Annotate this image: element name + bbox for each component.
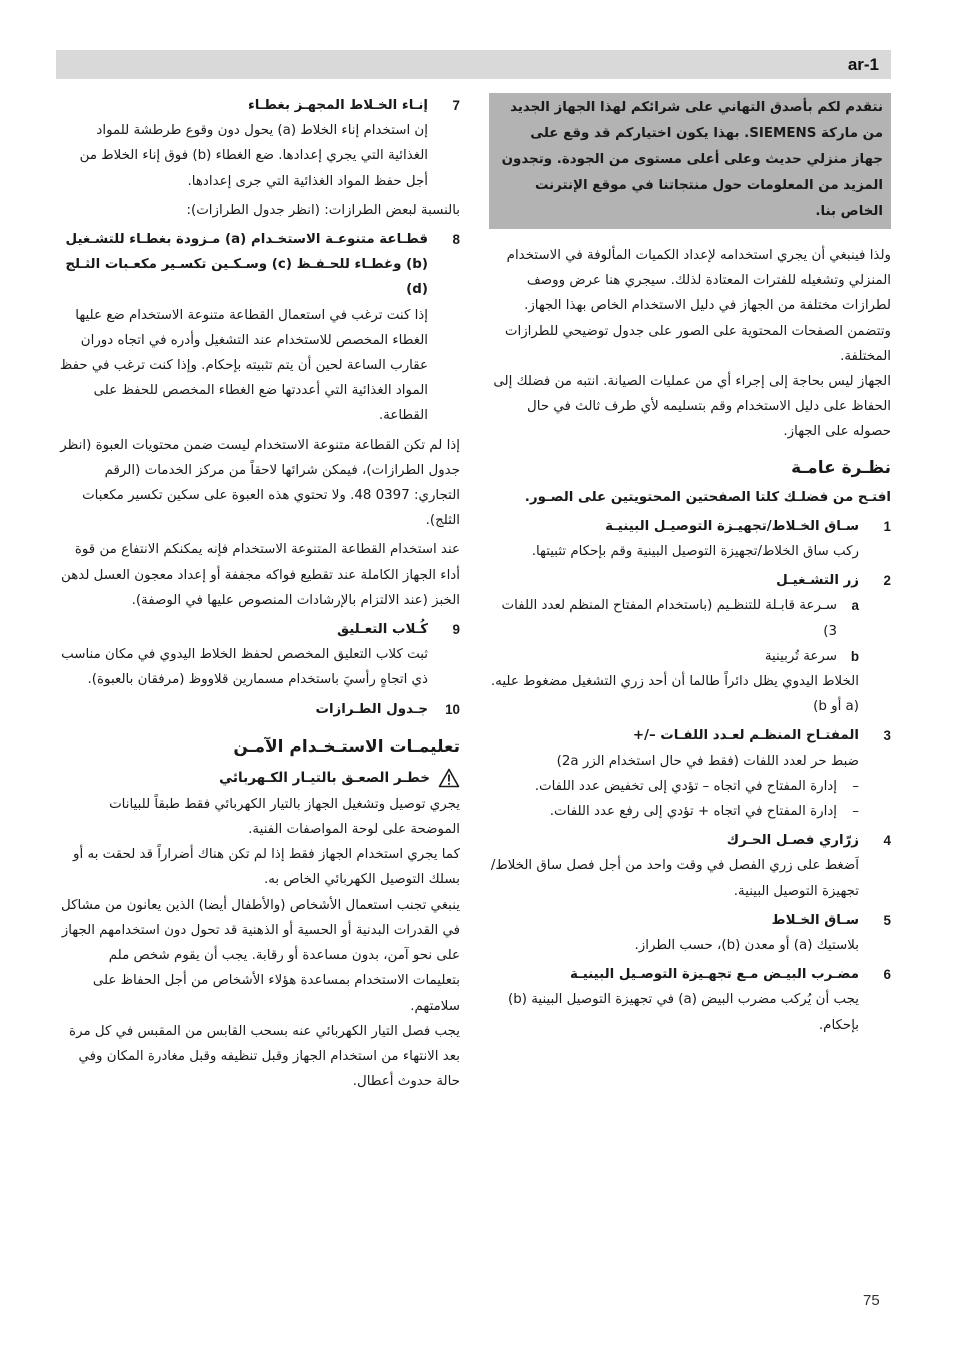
item-text: بلاستيك (a) أو معدن (b)، حسب الطراز. <box>634 938 859 954</box>
item-text: إن استخدام إناء الخلاط (a) يحول دون وقوع طرطشة للمواد الغذائية التي يجري إعدادها. ضع الغطاء (b) فوق إناء الخلاط من أجل حفظ المواد الغذائية التي جرى إعدادها. <box>79 123 428 189</box>
overview-note: افتـح من فضلـك كلتا الصفحتين المحتويتين على الصـور. <box>524 489 891 505</box>
list-item <box>59 227 460 429</box>
safety-paragraph: يجب فصل التيار الكهربائي عنه بسحب القابس من المقبس في كل مرة بعد الانتهاء من استخدام الجهاز وقبل تنظيفه وقبل مغادرة المكان وفي حالة حدوث أعطال. <box>69 1023 460 1090</box>
list-item <box>489 828 891 904</box>
item-number: 9 <box>452 622 460 638</box>
item-number: 8 <box>452 232 460 248</box>
item-number: 10 <box>445 701 460 717</box>
sub-item-letter: a <box>851 598 859 614</box>
paragraph: عند استخدام القطاعة المتنوعة الاستخدام فإنه يمكنكم الانتفاع من قوة أداء الجهاز الكاملة عند تقطيع فواكه مجففة أو إعداد معجون العسل لدهن الخبز (عند الالتزام بالإرشادات المنصوص عليها في الوصفة). <box>61 542 460 608</box>
safety-paragraph: ينبغي تجنب استعمال الأشخاص (والأطفال أيضا) الذين يعانون من مشاكل في القدرات البدنية أو الحسية أو الذهنية قد تحول دون استخدامهم الجهاز على نحو آمن، بدون مساعدة أو رقابة. يجب أن يقوم شخص ملم بتعليمات الاستخدام بمساعدة هؤلاء الأشخاص من أجل الحفاظ على سلامتهم. <box>60 897 460 1014</box>
item-number: 1 <box>883 518 891 534</box>
left-column <box>59 93 460 1094</box>
intro-paragraph: الجهاز ليس بحاجة إلى إجراء أي من عمليات الصيانة. انتبه من فضلك إلى الحفاظ على دليل الاستخدام وقم بتسليمه لأي طرف ثالث في حال حصوله على الجهاز. <box>493 374 891 440</box>
models-note: بالنسبة لبعض الطرازات: (انظر جدول الطرازات): <box>186 202 460 218</box>
item-text: ركب ساق الخلاط/تجهيزة التوصيل البينية وقم بإحكام تثبيتها. <box>531 544 859 560</box>
item-number: 2 <box>883 573 891 589</box>
right-column <box>489 93 891 1038</box>
list-item <box>489 723 891 824</box>
sub-item <box>489 593 859 643</box>
list-item <box>489 908 891 958</box>
overview-title: نظـرة عامـة <box>791 457 891 478</box>
sub-item-text: سرعة تُربينية <box>764 648 837 664</box>
dash-bullet <box>489 799 859 824</box>
item-number: 4 <box>883 833 891 849</box>
item-number: 6 <box>883 967 891 983</box>
item-note: الخلاط اليدوي يظل دائراً طالما أن أحد زري التشغيل مضغوط عليه. (a أو b) <box>490 674 859 715</box>
list-item <box>59 93 460 194</box>
intro-box: نتقدم لكم بأصدق التهاني على شرائكم لهذا الجهاز الجديد من ماركة SIEMENS. بهذا يكون اختياركم قد وقع على جهاز منزلي حديث وعلى أعلى مستوى من الجودة. وتجدون المزيد من المعلومات حول منتجاتنا في موقع الإنترنت الخاص بنا. <box>489 93 891 229</box>
list-item <box>489 962 891 1038</box>
list-item <box>59 697 460 722</box>
item-number: 5 <box>883 912 891 928</box>
page-header-bar <box>56 50 891 79</box>
item-number: 3 <box>883 728 891 744</box>
item-text: يجب أن يُركب مضرب البيض (a) في تجهيزة التوصيل البينية (b) بإحكام. <box>508 992 859 1033</box>
page-label: ar-1 <box>847 54 879 74</box>
sub-item-letter: b <box>850 648 859 664</box>
paragraph: إذا لم تكن القطاعة متنوعة الاستخدام ليست ضمن محتويات العبوة (انظر جدول الطرازات)، فيمكن شرائها لاحقاً من مركز الخدمات (الرقم التجاري: 0397 48. ولا تحتوي هذه العبوة على سكين تكسير مكعبات الثلج). <box>60 437 460 529</box>
item-title: زر التشـغيـل <box>776 573 859 589</box>
list-item <box>489 514 891 564</box>
item-title: جـدول الطـرازات <box>315 701 428 717</box>
sub-item-text: سـرعة قابـلة للتنظـيم (باستخدام المفتاح المنظم لعدد اللفات 3) <box>501 598 837 639</box>
item-title: سـاق الخـلاط/تجهيـزة التوصيـل البينيـة <box>605 518 859 534</box>
bullet-text: إدارة المفتاح في اتجاه – تؤدي إلى تخفيض عدد اللفات. <box>534 778 837 794</box>
list-item <box>489 568 891 719</box>
item-title: زرّاري فصـل الحـرك <box>726 833 859 849</box>
item-number: 7 <box>452 98 460 113</box>
intro-paragraph: وتتضمن الصفحات المحتوية على الصور على جدول توضيحي للطرازات المختلفة. <box>504 323 891 364</box>
item-title: كُـلاب التعـليق <box>337 622 428 638</box>
item-title: قطـاعة متنوعـة الاستخـدام (a) مـزودة بغطـاء للتشـغيل (b) وغطـاء للحـفـظ (c) وسـكـين تكسـير مكعـبات الثـلج (d) <box>65 232 428 298</box>
page-number: 75 <box>863 1292 880 1309</box>
bullet-text: إدارة المفتاح في اتجاه + تؤدي إلى رفع عدد اللفات. <box>549 804 837 820</box>
item-title: مضـرب البيـض مـع تجهـيزة التوصـيل البينيـة <box>570 967 859 983</box>
warning-title: خطـر الصعـق بالتيـار الكـهربائي <box>219 769 430 786</box>
item-title: إنـاء الخـلاط المجهـز بغطـاء <box>247 98 428 113</box>
warning-triangle-icon <box>438 768 460 788</box>
item-text: ضبط حر لعدد اللفات (فقط في حال استخدام الزر 2a) <box>556 753 859 769</box>
item-title: سـاق الخـلاط <box>771 912 859 928</box>
sub-item <box>489 644 859 669</box>
item-title: المفتـاح المنظـم لعـدد اللفـات –/+ <box>632 728 859 744</box>
warning-heading <box>59 764 460 792</box>
dash-mark: – <box>852 778 859 794</box>
dash-bullet <box>489 774 859 799</box>
list-item <box>59 617 460 693</box>
safety-paragraph: كما يجري استخدام الجهاز فقط إذا لم تكن هناك أضراراً قد لحقت به أو بسلك التوصيل الكهربائي الخاص به. <box>73 847 460 888</box>
dash-mark: – <box>852 804 859 820</box>
item-text: اَضغط على زري الفصل في وقت واحد من أجل فصل ساق الخلاط/تجهيزة التوصيل البينية. <box>490 858 859 899</box>
intro-paragraph: ولذا فينبغي أن يجري استخدامه لإعداد الكميات المألوفة في الاستخدام المنزلي وتشغيله للفترات المعتادة لذلك. سيجري هنا عرض ووصف لطرازات مختلفة من الجهاز في دليل الاستخدام الخاص بهذا الجهاز. <box>506 248 891 314</box>
safety-paragraph: يجري توصيل وتشغيل الجهاز بالتيار الكهربائي فقط طبقاً للبيانات الموضحة على لوحة المواصفات الفنية. <box>109 796 460 838</box>
safety-title: تعليمـات الاستـخـدام الآمـن <box>233 736 460 757</box>
item-text: إذا كنت ترغب في استعمال القطاعة متنوعة الاستخدام ضع عليها الغطاء المخصص للاستخدام عند التشغيل وأدره في اتجاه دوران عقارب الساعة لحين أن يتم تثبيته بإحكام. وإذا كنت ترغب في حفظ المواد الغذائية التي أعددتها ضع الغطاء المخصص للحفظ على القطاعة. <box>59 307 428 424</box>
item-text: ثبت كلاب التعليق المخصص لحفظ الخلاط اليدوي في مكان مناسب ذي اتجاهٍ رأسيَ باستخدام مسمارين قلاووظ (مرفقان بالعبوة). <box>61 647 428 688</box>
